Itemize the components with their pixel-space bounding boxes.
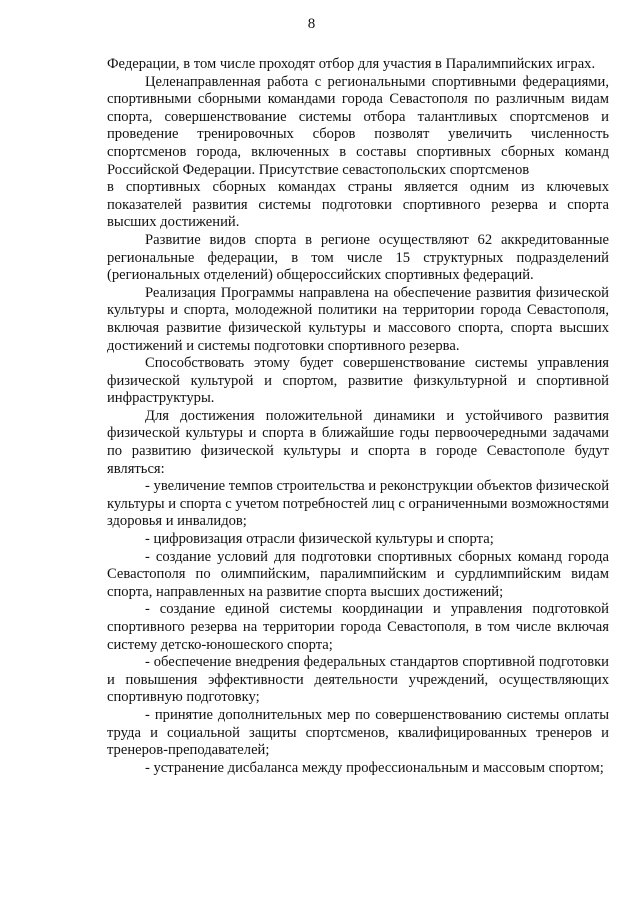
list-item-remuneration: - принятие дополнительных мер по совершенствованию системы оплаты труда и социальной защиты спортсменов, квалифицированных тренеров и тренеров-преподавателей; (107, 706, 609, 759)
paragraph-5: Реализация Программы направлена на обеспечение развития физической культуры и спорта, молодежной политики на территории города Севастополя, включая развитие физической культуры и массового спорта, спорта высших достижений и системы подготовки спортивного резерва. (107, 284, 609, 354)
list-item-standards: - обеспечение внедрения федеральных стандартов спортивной подготовки и повышения эффективности деятельности учреждений, осуществляющих спортивную подготовку; (107, 654, 609, 706)
list-item-digitalization: - цифровизация отрасли физической культуры и спорта; (145, 531, 494, 548)
list-item-national-teams: - создание условий для подготовки спортивных сборных команд города Севастополя по олимпийским, паралимпийским и сурдлимпийским видам спорта, направленных на развитие спорта высших достижений; (107, 548, 609, 600)
list-item-coordination: - создание единой системы координации и управления подготовкой спортивного резерва на территории города Севастополя, в том числе включая систему детско-юношеского спорта; (107, 601, 609, 653)
paragraph-3: в спортивных сборных командах страны является одним из ключевых показателей развития системы подготовки спортивного резерва и спорта высших достижений. (107, 179, 609, 231)
paragraph-1: Федерации, в том числе проходят отбор для участия в Паралимпийских играх. (107, 56, 596, 72)
paragraph-2: Целенаправленная работа с региональными спортивными федерациями, спортивными сборными командами города Севастополя по различным видам спорта, совершенствование системы отбора талантливых спортсменов и проведение тренировочных сборов позволят увеличить численность спортсменов города, включенных в составы спортивных сборных команд Российской Федерации. Присутствие севастопольских спортсменов (107, 73, 609, 178)
paragraph-4: Развитие видов спорта в регионе осуществляют 62 аккредитованные региональные федерации, в том числе 15 структурных подразделений (региональных отделений) общероссийских спортивных федераций. (107, 231, 609, 284)
body-text (107, 56, 609, 777)
paragraph-7: Для достижения положительной динамики и устойчивого развития физической культуры и спорта в ближайшие годы первоочередными задачами по развитию физической культуры и спорта в городе Севастополе будут являться: (107, 407, 609, 477)
paragraph-6: Способствовать этому будет совершенствование системы управления физической культурой и спортом, развитие физкультурной и спортивной инфраструктуры. (107, 355, 609, 407)
page-number: 8 (307, 16, 316, 32)
list-item-imbalance: - устранение дисбаланса между профессиональным и массовым спортом; (145, 759, 604, 776)
list-item-construction: - увеличение темпов строительства и реконструкции объектов физической культуры и спорта с учетом потребностей лиц с ограниченными возможностями здоровья и инвалидов; (107, 478, 609, 530)
